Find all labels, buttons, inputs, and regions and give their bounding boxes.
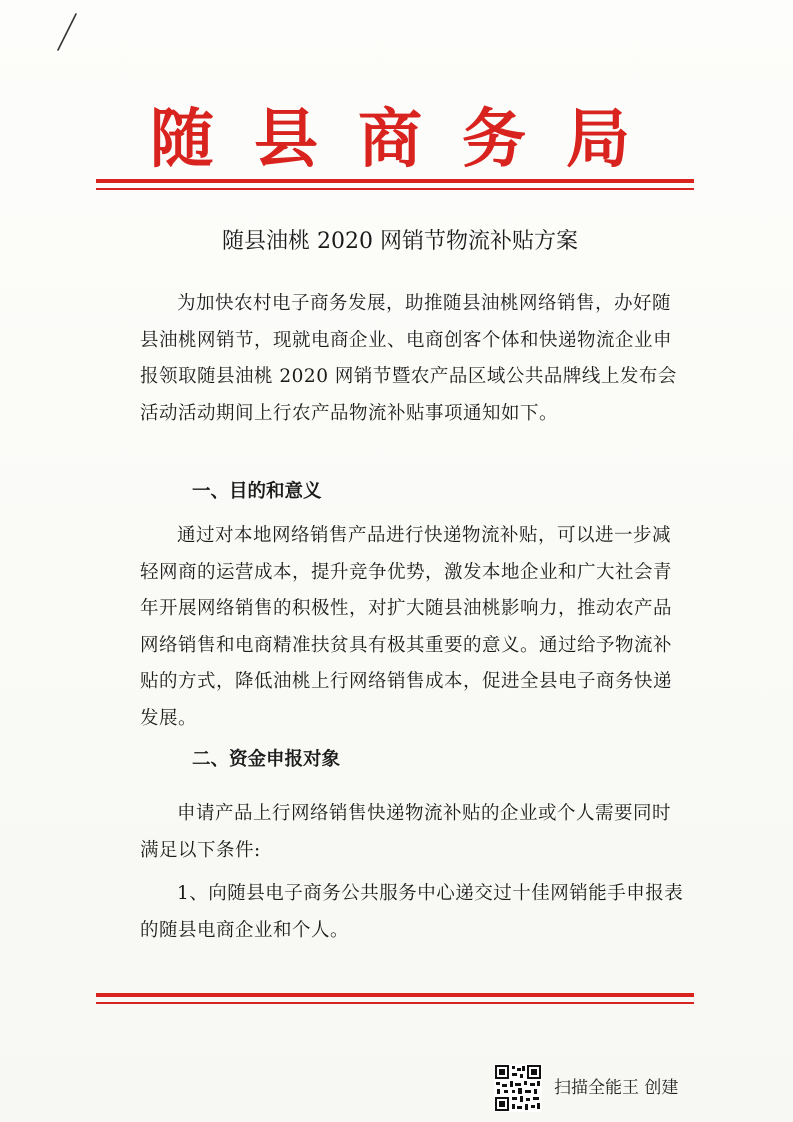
footer-rule-thin — [96, 1002, 694, 1004]
section-1-paragraph: 通过对本地网络销售产品进行快递物流补贴，可以进一步减轻网商的运营成本，提升竞争优势，激发本地企业和广大社会青年开展网络销售的积极性，对扩大随县油桃影响力，推动农产品网络销售和电商精准扶贫具有极其重要的意义。通过给予物流补贴的方式，降低油桃上行网络销售成本，促进全县电子商务快递发展。 — [140, 525, 673, 729]
condition-1-paragraph: 1、向随县电子商务公共服务中心递交过十佳网销能手申报表的随县电商企业和个人。 — [140, 883, 684, 941]
qr-code-icon — [494, 1064, 542, 1112]
footer-rule-thick — [96, 993, 694, 997]
section-2-heading: 二、资金申报对象 — [192, 749, 341, 770]
intro-paragraph: 为加快农村电子商务发展，助推随县油桃网络销售，办好随县油桃网销节，现就电商企业、电商创客个体和快递物流企业申报领取随县油桃 2020 网销节暨农产品区域公共品牌线上发布会活动活动期间上行农产品物流补贴事项通知如下。 — [140, 293, 677, 424]
section-2-paragraph: 申请产品上行网络销售快递物流补贴的企业或个人需要同时满足以下条件: — [140, 803, 672, 861]
letterhead-rule-thin — [96, 188, 694, 190]
pen-stroke-mark — [56, 12, 78, 52]
document-title: 随县油桃 2020 网销节物流补贴方案 — [222, 229, 578, 254]
letterhead-rule-thick — [96, 179, 694, 183]
letterhead-title: 随县商务局 — [150, 102, 670, 177]
section-1-heading: 一、目的和意义 — [192, 481, 322, 502]
scanner-watermark-text: 扫描全能王 创建 — [554, 1078, 679, 1098]
